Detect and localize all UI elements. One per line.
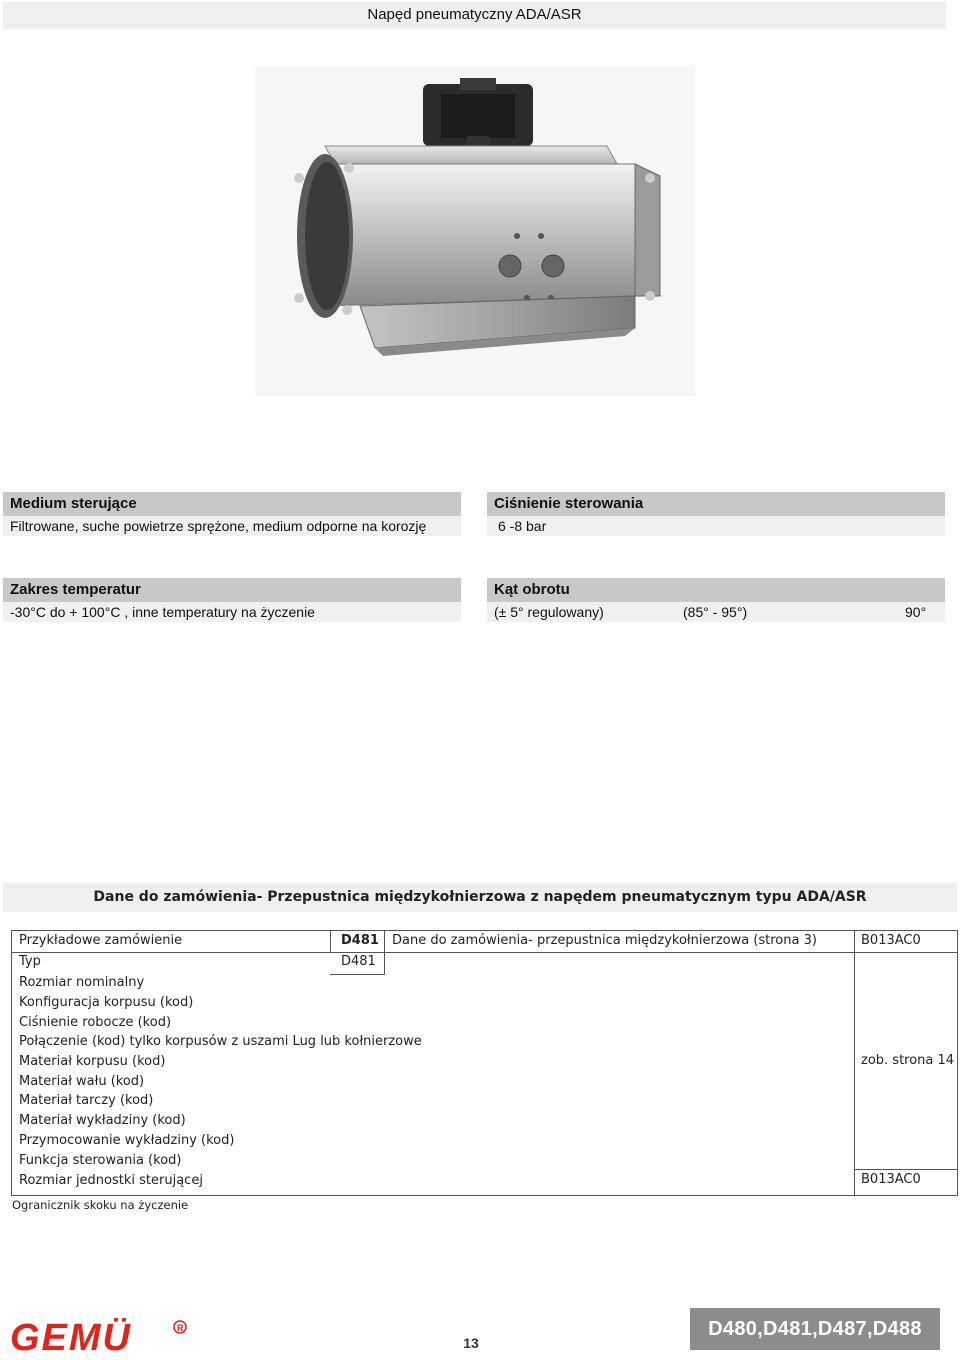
spec-pressure — [487, 492, 945, 536]
actuator-photo — [255, 66, 695, 396]
col-divider — [854, 931, 855, 1196]
list-item: Rozmiar nominalny — [19, 975, 145, 990]
gemu-logo — [10, 1318, 190, 1356]
type-label: Typ — [19, 954, 41, 969]
example-order-desc: Dane do zamówienia- przepustnica międzykołnierzowa (strona 3) — [392, 933, 817, 948]
example-order-suffix: B013AC0 — [861, 933, 921, 948]
last-order-code: B013AC0 — [861, 1172, 921, 1187]
list-item: Materiał wykładziny (kod) — [19, 1113, 186, 1128]
spec-pressure-label: Ciśnienie sterowania — [487, 492, 945, 516]
list-item: Rozmiar jednostki sterującej — [19, 1173, 203, 1188]
list-item: Materiał tarczy (kod) — [19, 1093, 154, 1108]
spec-angle-values — [487, 602, 945, 622]
page-title: Napęd pneumatyczny ADA/ASR — [3, 2, 946, 29]
order-table — [11, 930, 958, 1196]
spec-angle — [487, 578, 945, 622]
row-divider — [12, 952, 958, 953]
svg-text:GEMÜ: GEMÜ — [10, 1318, 132, 1356]
svg-text:R: R — [177, 1323, 184, 1333]
spec-angle-nominal: 90° — [905, 604, 927, 620]
list-item: Połączenie (kod) tylko korpusów z uszami Lug lub kołnierzowe — [19, 1034, 422, 1049]
page-number: 13 — [463, 1335, 479, 1351]
list-item: Przymocowanie wykładziny (kod) — [19, 1133, 235, 1148]
spec-temperature — [3, 578, 461, 622]
spec-angle-range: (85° - 95°) — [683, 604, 748, 620]
see-page-reference: zob. strona 14 — [861, 1053, 955, 1068]
spec-temperature-label: Zakres temperatur — [3, 578, 461, 602]
list-item: Funkcja sterowania (kod) — [19, 1153, 182, 1168]
spec-medium — [3, 492, 461, 536]
spec-temperature-value: -30°C do + 100°C , inne temperatury na życzenie — [3, 602, 461, 622]
order-section-header: Dane do zamówienia- Przepustnica międzykołnierzowa z napędem pneumatycznym typu ADA/ASR — [3, 883, 957, 912]
spec-pressure-value: 6 -8 bar — [487, 516, 945, 536]
row-divider — [330, 974, 385, 975]
product-codes-badge: D480,D481,D487,D488 — [690, 1308, 940, 1350]
spec-angle-adjustable: (± 5° regulowany) — [494, 604, 604, 620]
list-item: Konfiguracja korpusu (kod) — [19, 995, 194, 1010]
list-item: Materiał wału (kod) — [19, 1074, 145, 1089]
spec-angle-label: Kąt obrotu — [487, 578, 945, 602]
example-order-code: D481 — [341, 933, 379, 948]
spec-medium-value: Filtrowane, suche powietrze sprężone, medium odporne na korozję — [3, 516, 461, 536]
example-order-label: Przykładowe zamówienie — [19, 933, 183, 948]
type-value: D481 — [341, 954, 376, 969]
list-item: Ciśnienie robocze (kod) — [19, 1015, 172, 1030]
col-divider — [384, 931, 385, 974]
footnote: Ogranicznik skoku na życzenie — [12, 1198, 189, 1212]
spec-medium-label: Medium sterujące — [3, 492, 461, 516]
list-item: Materiał korpusu (kod) — [19, 1054, 166, 1069]
col-divider — [330, 931, 331, 952]
